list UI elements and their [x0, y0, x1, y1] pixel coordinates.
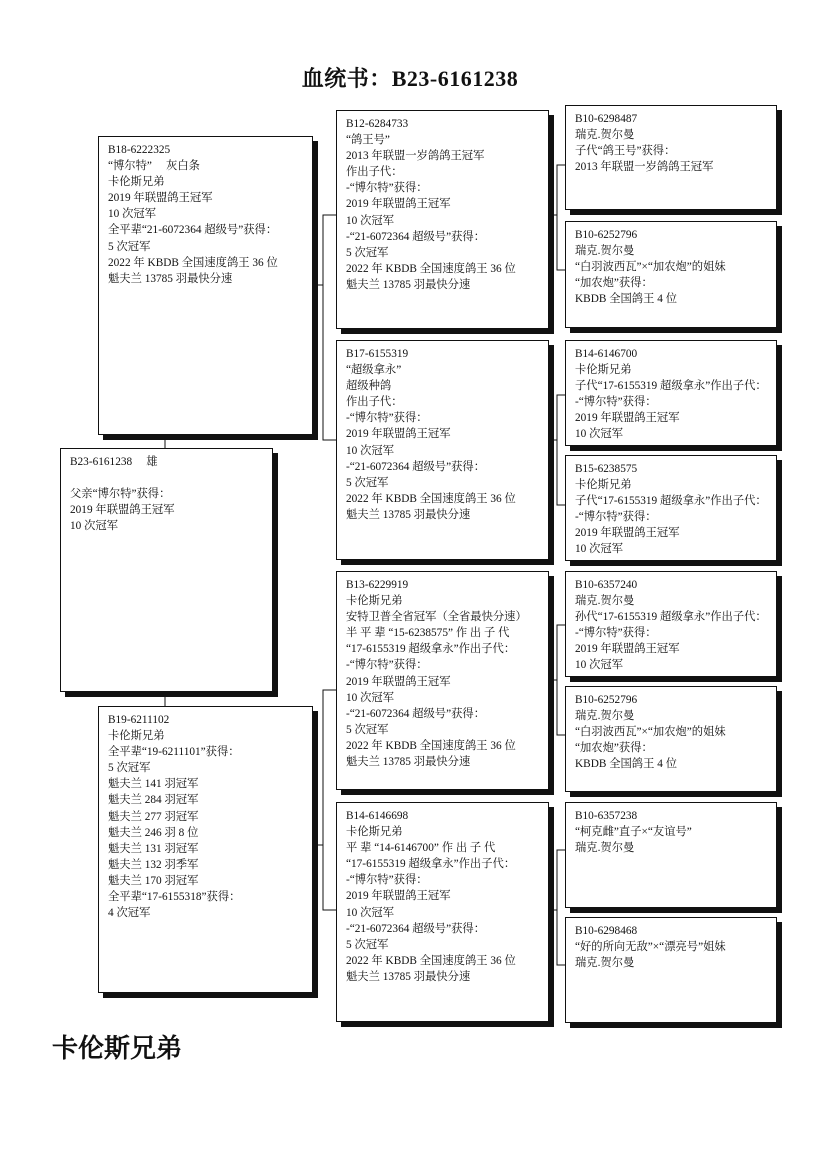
card-line: “超级拿永” [346, 364, 402, 377]
card-line: 魁夫兰 170 羽冠军 [108, 874, 199, 887]
card-line: 2019 年联盟鸽王冠军 [108, 192, 213, 205]
ring-number: B14-6146700 [575, 348, 638, 360]
ring-number: B10-6357240 [575, 579, 638, 591]
ring-number: B10-6298468 [575, 925, 638, 937]
card-line: -“博尔特”获得： [346, 874, 428, 887]
card-line: 5 次冠军 [346, 246, 389, 259]
card-line: -“博尔特”获得： [346, 659, 428, 672]
card-line: 2019 年联盟鸽王冠军 [346, 675, 451, 688]
card-line: 2019 年联盟鸽王冠军 [575, 643, 680, 656]
card-line: 卡伦斯兄弟 [575, 479, 632, 492]
ring-number: B10-6252796 [575, 694, 638, 706]
card-line: 魁夫兰 132 羽季军 [108, 858, 199, 871]
card-line: 5 次冠军 [346, 476, 389, 489]
card-line: 瑞克.贺尔曼 [575, 842, 635, 855]
card-line: 2022 年 KBDB 全国速度鸽王 36 位 [346, 262, 516, 275]
card-line: 魁夫兰 131 羽冠军 [108, 842, 199, 855]
card-line: 10 次冠军 [575, 543, 624, 556]
great-grandparent-2-card [565, 221, 777, 328]
card-line: 魁夫兰 246 羽 8 位 [108, 826, 199, 839]
ring-number: B10-6357238 [575, 810, 638, 822]
card-line: -“博尔特”获得： [575, 511, 657, 524]
card-line: “17-6155319 超级拿永”作出子代： [346, 858, 516, 871]
card-line: “加农炮”获得： [575, 277, 653, 290]
card-line: 2022 年 KBDB 全国速度鸽王 36 位 [346, 739, 516, 752]
card-line: 子代“17-6155319 超级拿永”作出子代： [575, 495, 767, 508]
card-line: 10 次冠军 [575, 659, 624, 672]
card-line: 2013 年联盟一岁鸽鸽王冠军 [346, 150, 485, 163]
breeder-name: 卡伦斯兄弟 [52, 1034, 183, 1064]
card-line: “柯克雌”直子×“友谊号” [575, 826, 692, 839]
card-line: 10 次冠军 [108, 208, 157, 221]
sire-card [98, 136, 313, 435]
card-line: 全平辈“17-6155318”获得： [108, 891, 241, 904]
card-line: -“博尔特”获得： [346, 182, 428, 195]
card-line: 2019 年联盟鸽王冠军 [70, 504, 175, 517]
card-line: 半 平 辈 “15-6238575” 作 出 子 代 [346, 627, 510, 640]
great-grandparent-5-card [565, 571, 777, 677]
great-grandparent-1-card [565, 105, 777, 210]
ring-number: B17-6155319 [346, 348, 409, 360]
card-line: 瑞克.贺尔曼 [575, 595, 635, 608]
ring-number: B15-6238575 [575, 463, 638, 475]
card-line: 平 辈 “14-6146700” 作 出 子 代 [346, 842, 496, 855]
card-line: -“21-6072364 超级号”获得： [346, 230, 485, 243]
card-line: 2019 年联盟鸽王冠军 [575, 412, 680, 425]
card-line: 2013 年联盟一岁鸽鸽王冠军 [575, 161, 714, 174]
card-line: 卡伦斯兄弟 [108, 176, 165, 189]
card-line: KBDB 全国鸽王 4 位 [575, 293, 677, 306]
great-grandparent-8-card [565, 917, 777, 1023]
great-grandparent-3-card [565, 340, 777, 446]
card-line: 2022 年 KBDB 全国速度鸽王 36 位 [346, 954, 516, 967]
card-line: 瑞克.贺尔曼 [575, 957, 635, 970]
great-grandparent-4-card [565, 455, 777, 561]
dam-sire-card [336, 571, 549, 790]
card-line: 5 次冠军 [346, 938, 389, 951]
card-line: 魁夫兰 284 羽冠军 [108, 794, 199, 807]
card-line: 10 次冠军 [346, 444, 395, 457]
card-line: 全平辈“19-6211101”获得： [108, 746, 240, 759]
card-line: 10 次冠军 [346, 214, 395, 227]
card-line: 子代“17-6155319 超级拿永”作出子代： [575, 380, 767, 393]
card-line: 2022 年 KBDB 全国速度鸽王 36 位 [108, 256, 278, 269]
sire-dam-card [336, 340, 549, 560]
great-grandparent-6-card [565, 686, 777, 792]
card-line: KBDB 全国鸽王 4 位 [575, 758, 677, 771]
card-line: 4 次冠军 [108, 907, 151, 920]
card-line: 卡伦斯兄弟 [346, 826, 403, 839]
card-line: 瑞克.贺尔曼 [575, 710, 635, 723]
card-line: 2019 年联盟鸽王冠军 [346, 428, 451, 441]
card-line: 卡伦斯兄弟 [346, 595, 403, 608]
card-line: 安特卫普全省冠军（全省最快分速） [346, 611, 527, 624]
card-line: “博尔特” 灰白条 [108, 160, 200, 173]
card-line: “17-6155319 超级拿永”作出子代： [346, 643, 516, 656]
ring-number: B18-6222325 [108, 144, 171, 156]
subject-card [60, 448, 273, 692]
card-line: 父亲“博尔特”获得： [70, 488, 171, 501]
ring-number: B13-6229919 [346, 579, 409, 591]
card-line: 2019 年联盟鸽王冠军 [346, 198, 451, 211]
card-line: 2019 年联盟鸽王冠军 [575, 527, 680, 540]
ring-number: B23-6161238 雄 [70, 456, 158, 468]
card-line: -“博尔特”获得： [346, 412, 428, 425]
card-line: 魁夫兰 13785 羽最快分速 [346, 970, 471, 983]
card-line: “好的所向无敌”×“漂亮号”姐妹 [575, 941, 726, 954]
card-line [70, 470, 266, 486]
dam-dam-card [336, 802, 549, 1022]
card-line: 10 次冠军 [346, 906, 395, 919]
card-line: 瑞克.贺尔曼 [575, 129, 635, 142]
ring-number: B14-6146698 [346, 810, 409, 822]
card-line: 孙代“17-6155319 超级拿永”作出子代： [575, 611, 767, 624]
ring-number: B10-6298487 [575, 113, 638, 125]
ring-number: B12-6284733 [346, 118, 409, 130]
card-line: -“博尔特”获得： [575, 396, 657, 409]
card-line: 魁夫兰 13785 羽最快分速 [346, 508, 471, 521]
card-line: “白羽波西瓦”×“加农炮”的姐妹 [575, 726, 726, 739]
card-line: 作出子代： [346, 396, 403, 409]
card-line: 全平辈“21-6072364 超级号”获得： [108, 224, 278, 237]
card-line: 5 次冠军 [108, 240, 151, 253]
card-line: “白羽波西瓦”×“加农炮”的姐妹 [575, 261, 726, 274]
card-line: -“21-6072364 超级号”获得： [346, 707, 485, 720]
card-line: 10 次冠军 [575, 428, 624, 441]
card-line: 魁夫兰 13785 羽最快分速 [346, 278, 471, 291]
card-line: 子代“鸽王号”获得： [575, 145, 676, 158]
card-line: 瑞克.贺尔曼 [575, 245, 635, 258]
card-line: -“21-6072364 超级号”获得： [346, 922, 485, 935]
card-line: -“博尔特”获得： [575, 627, 657, 640]
sire-sire-card [336, 110, 549, 329]
card-line: 魁夫兰 13785 羽最快分速 [108, 272, 233, 285]
card-line: 作出子代： [346, 166, 403, 179]
card-line: 超级种鸽 [346, 380, 392, 393]
card-line: 10 次冠军 [70, 520, 119, 533]
card-line: 5 次冠军 [346, 723, 389, 736]
card-line: 魁夫兰 277 羽冠军 [108, 810, 199, 823]
card-line: 10 次冠军 [346, 691, 395, 704]
card-line: 魁夫兰 141 羽冠军 [108, 778, 199, 791]
card-line: 卡伦斯兄弟 [575, 364, 632, 377]
ring-number: B19-6211102 [108, 714, 170, 726]
card-line: “鸽王号” [346, 134, 390, 147]
card-line: 2022 年 KBDB 全国速度鸽王 36 位 [346, 492, 516, 505]
card-line: 2019 年联盟鸽王冠军 [346, 890, 451, 903]
card-line: 卡伦斯兄弟 [108, 730, 165, 743]
page-title: 血统书：B23-6161238 [301, 66, 519, 91]
card-line: “加农炮”获得： [575, 742, 653, 755]
card-line: 魁夫兰 13785 羽最快分速 [346, 756, 471, 769]
card-line: -“21-6072364 超级号”获得： [346, 460, 485, 473]
ring-number: B10-6252796 [575, 229, 638, 241]
card-line: 5 次冠军 [108, 762, 151, 775]
dam-card [98, 706, 313, 993]
great-grandparent-7-card [565, 802, 777, 908]
